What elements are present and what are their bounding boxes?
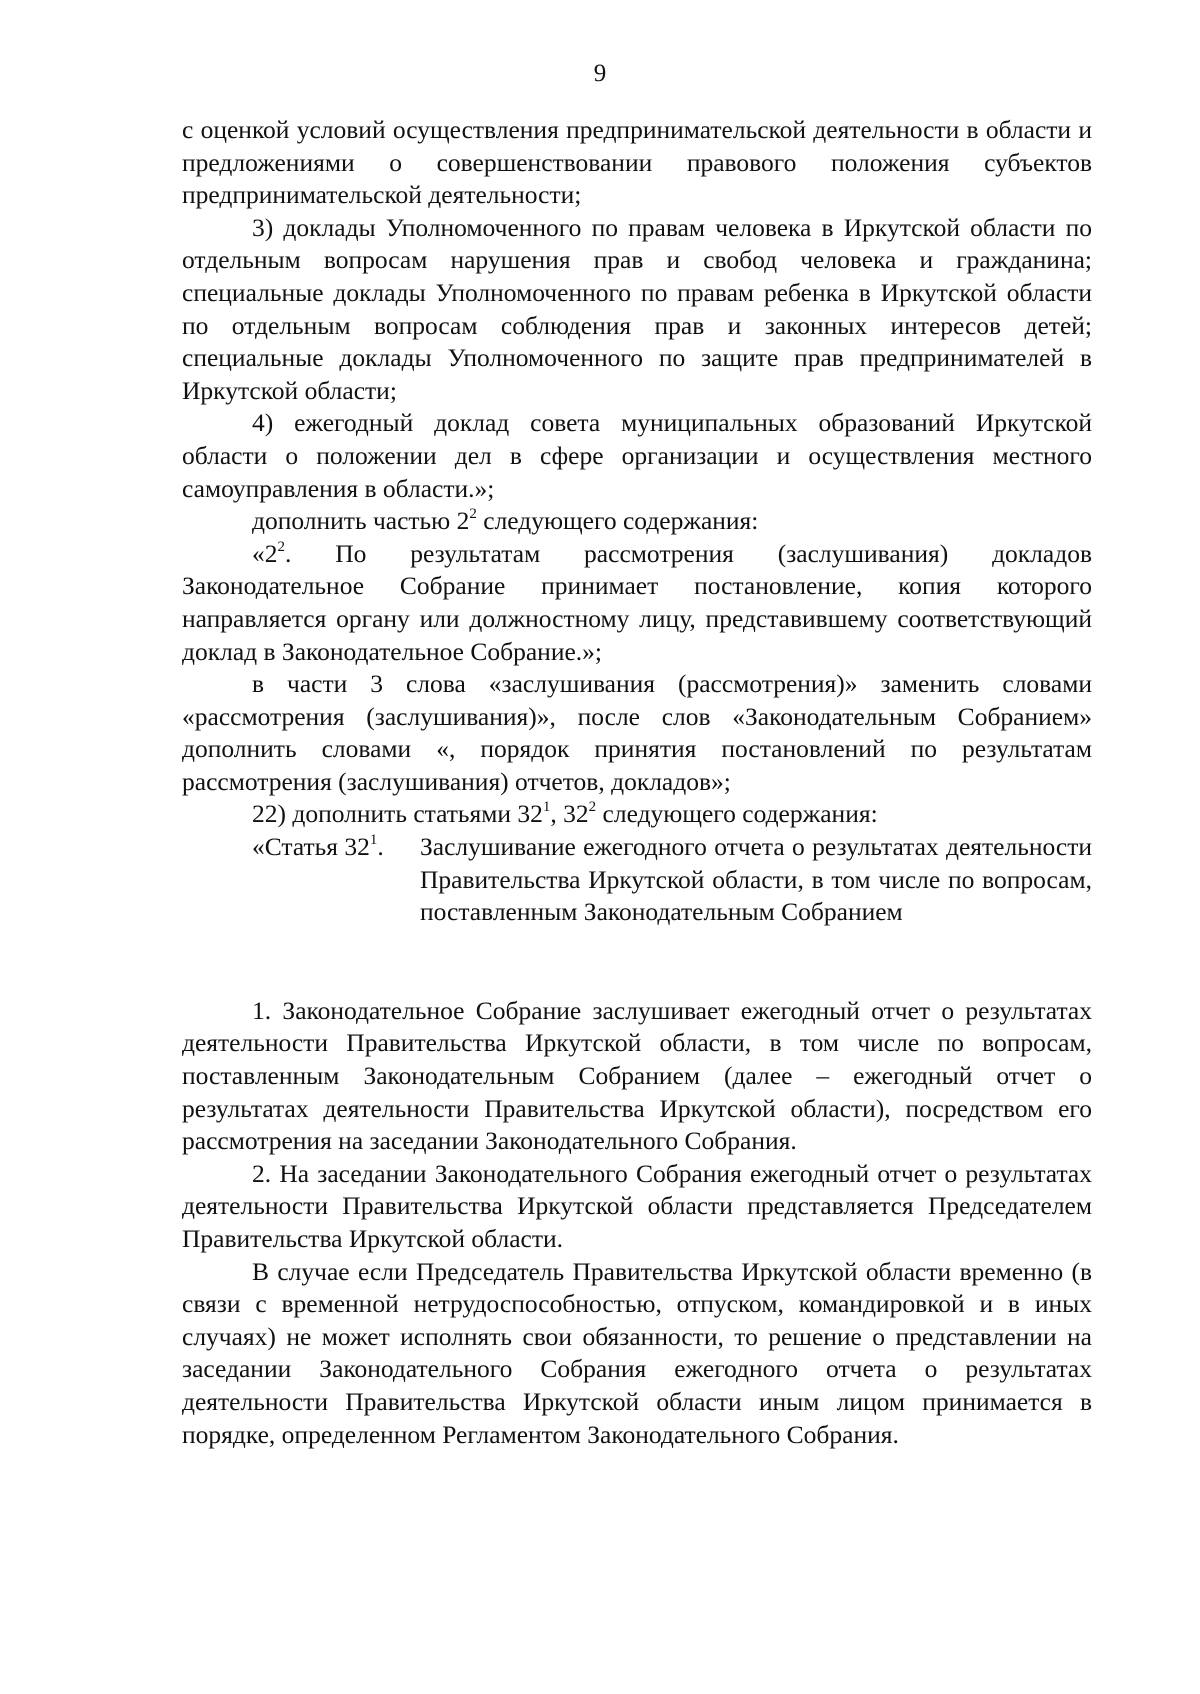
paragraph-add-part <box>182 505 1092 538</box>
text-fragment: «Статья 32 <box>252 832 370 862</box>
text-fragment: следующего содержания: <box>596 799 878 829</box>
superscript: 1 <box>542 799 551 816</box>
text-fragment: , 32 <box>550 799 589 829</box>
superscript: 2 <box>469 506 477 523</box>
paragraph-item-3: 3) доклады Уполномоченного по правам человека в Иркутской области по отдельным вопросам нарушения прав и свобод человека и гражданина; специальные доклады Уполномоченного по правам ребенка в Иркутской области по отдельным вопросам соблюдения прав и законных интересов детей; специальные доклады Уполномоченного по защите прав предпринимателей в Иркутской области; <box>182 212 1092 405</box>
paragraph-part-2-2 <box>182 538 1092 668</box>
page-number: 9 <box>593 60 607 87</box>
article-heading <box>182 831 1092 929</box>
superscript: 1 <box>369 832 378 849</box>
paragraph-article-part-2-continued: В случае если Председатель Правительства Иркутской области временно (в связи с временной нетрудоспособностью, отпуском, командировкой и в иных случаях) не может исполнять свои обязанности, то решение о представлении на заседании Законодательного Собрания ежегодного отчета о результатах деятельности Правительства Иркутской области иным лицом принимается в порядке, определенном Регламентом Законодательного Собрания. <box>182 1256 1092 1449</box>
article-label <box>182 831 420 929</box>
paragraph-item-22 <box>182 798 1092 831</box>
spacer <box>182 929 1092 995</box>
text-fragment: . По результатам рассмотрения (заслушивания) докладов Законодательное Собрание принимает постановление, копия которого направляется органу или должностному лицу, представившему соответствующий доклад в Законодательное Собрание.»; <box>182 538 1092 666</box>
text-fragment: . <box>377 832 384 862</box>
text-fragment: дополнить частью 2 <box>252 506 470 536</box>
text-fragment: 22) дополнить статьями 32 <box>252 799 543 829</box>
paragraph-part-3-amendment: в части 3 слова «заслушивания (рассмотрения)» заменить словами «рассмотрения (заслушивания)», после слов «Законодательным Собранием» дополнить словами «, порядок принятия постановлений по результатам рассмотрения (заслушивания) отчетов, докладов»; <box>182 669 1092 796</box>
superscript: 2 <box>588 799 597 816</box>
text-fragment: «2 <box>252 538 278 568</box>
superscript: 2 <box>277 538 285 555</box>
paragraph-article-part-2: 2. На заседании Законодательного Собрания ежегодный отчет о результатах деятельности Правительства Иркутской области представляется Председателем Правительства Иркутской области. <box>182 1158 1092 1253</box>
text-fragment: следующего содержания: <box>476 506 759 536</box>
document-body <box>182 114 1092 1451</box>
paragraph-article-part-1: 1. Законодательное Собрание заслушивает ежегодный отчет о результатах деятельности Правительства Иркутской области, в том числе по вопросам, поставленным Законодательным Собранием (далее – ежегодный отчет о результатах деятельности Правительства Иркутской области), посредством его рассмотрения на заседании Законодательного Собрания. <box>182 995 1092 1156</box>
paragraph-item-4: 4) ежегодный доклад совета муниципальных образований Иркутской области о положении дел в сфере организации и осуществления местного самоуправления в области.»; <box>182 408 1092 503</box>
article-title: Заслушивание ежегодного отчета о результатах деятельности Правительства Иркутской области, в том числе по вопросам, поставленным Законодательным Собранием <box>420 832 1092 927</box>
paragraph-continuation: с оценкой условий осуществления предпринимательской деятельности в области и предложениями о совершенствовании правового положения субъектов предпринимательской деятельности; <box>182 115 1092 210</box>
